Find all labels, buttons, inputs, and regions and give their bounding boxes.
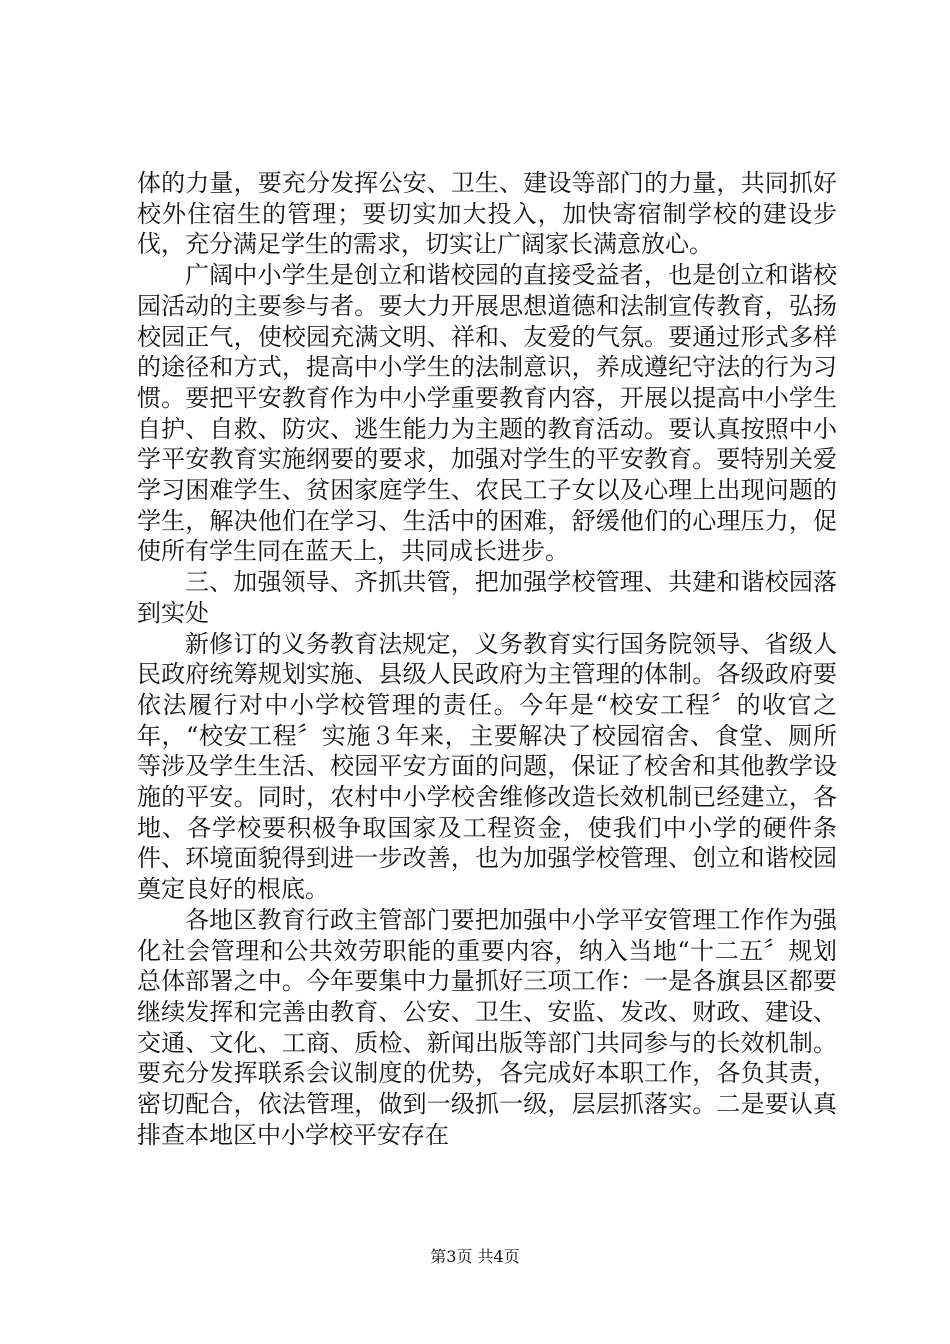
- paragraph-1: 体的力量，要充分发挥公安、卫生、建设等部门的力量，共同抓好校外住宿生的管理；要切实加大投入，加快寄宿制学校的建设步伐，充分满足学生的需求，切实让广阔家长满意放心。: [137, 169, 837, 259]
- page-number-footer: 第3页 共4页: [430, 1247, 520, 1266]
- section-heading: 三、加强领导、齐抓共管，把加强学校管理、共建和谐校园落到实处: [137, 568, 837, 627]
- paragraph-4: 各地区教育行政主管部门要把加强中小学平安管理工作作为强化社会管理和公共效劳职能的重要内容，纳入当地“十二五〞规划总体部署之中。今年要集中力量抓好三项工作：一是各旗县区都要继续发挥和完善由教育、公安、卫生、安监、发改、财政、建设、交通、文化、工商、质检、新闻出版等部门共同参与的长效机制。要充分发挥联系会议制度的优势，各完成好本职工作，各负其责，密切配合，依法管理，做到一级抓一级，层层抓落实。二是要认真排查本地区中小学校平安存在: [137, 905, 837, 1149]
- paragraph-3: 新修订的义务教育法规定，义务教育实行国务院领导、省级人民政府统筹规划实施、县级人民政府为主管理的体制。各级政府要依法履行对中小学校管理的责任。今年是“校安工程〞的收官之年，“校安工程〞实施３年来，主要解决了校园宿舍、食堂、厕所等涉及学生生活、校园平安方面的问题，保证了校舍和其他教学设施的平安。同时，农村中小学校舍维修改造长效机制已经建立，各地、各学校要积极争取国家及工程资金，使我们中小学的硬件条件、环境面貌得到进一步改善，也为加强学校管理、创立和谐校园奠定良好的根底。: [137, 629, 837, 904]
- paragraph-2: 广阔中小学生是创立和谐校园的直接受益者，也是创立和谐校园活动的主要参与者。要大力开展思想道德和法制宣传教育，弘扬校园正气，使校园充满文明、祥和、友爱的气氛。要通过形式多样的途径和方式，提高中小学生的法制意识，养成遵纪守法的行为习惯。要把平安教育作为中小学重要教育内容，开展以提高中小学生自护、自救、防灾、逃生能力为主题的教育活动。要认真按照中小学平安教育实施纲要的要求，加强对学生的平安教育。要特别关爱学习困难学生、贫困家庭学生、农民工子女以及心理上出现问题的学生，解决他们在学习、生活中的困难，舒缓他们的心理压力，促使所有学生同在蓝天上，共同成长进步。: [137, 261, 837, 566]
- document-body: [137, 168, 837, 1151]
